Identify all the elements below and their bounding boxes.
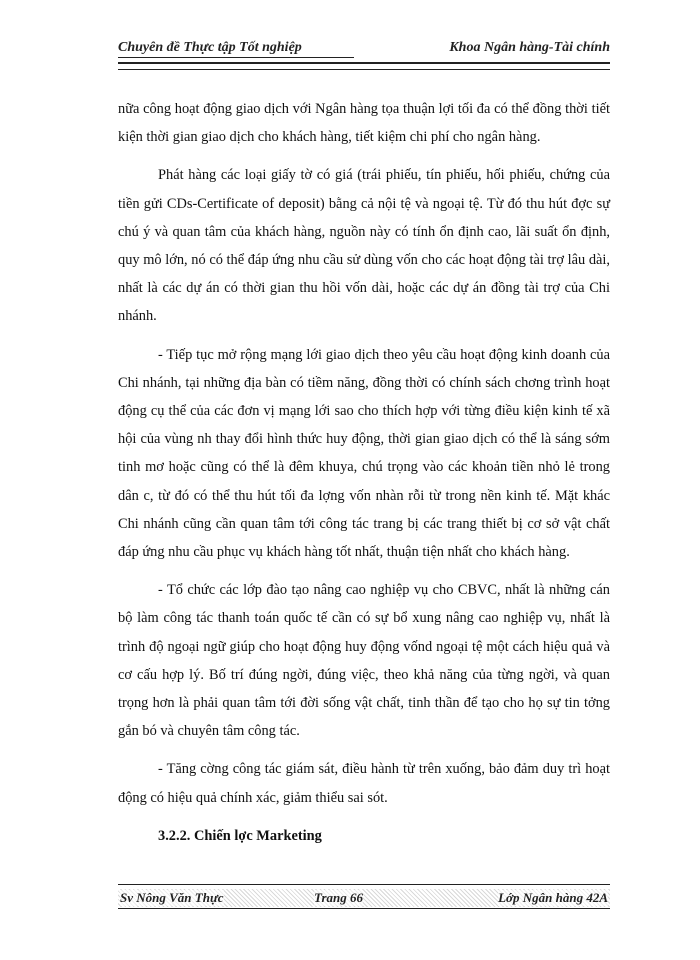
header-divider [118, 62, 610, 70]
section-heading: 3.2.2. Chiến lợc Marketing [158, 828, 322, 844]
footer-bottom-rule [118, 908, 610, 909]
paragraph: Phát hàng các loại giấy tờ có giá (trái phiếu, tín phiếu, hối phiếu, chứng của tiền gửi CDs-Certificate of deposit) bằng cả nội tệ và ngoại tệ. Từ đó thu hút đợc sự chú ý và quan tâm của khách hàng, nguồn này có tính ổn định cao, lãi suất ổn định, quy mô lớn, nó có thể đáp ứng nhu cầu sử dùng vốn cho các hoạt động tài trợ lâu dài, nhất là các dự án có thời gian thu hồi vốn dài, hoặc các dự án đồng tài trợ của Chi nhánh. [118, 167, 610, 325]
page-footer [118, 889, 610, 907]
paragraph: - Tiếp tục mở rộng mạng lới giao dịch theo yêu cầu hoạt động kinh doanh của Chi nhánh, tại những địa bàn có tiềm năng, đồng thời có chính sách chơng trình hoạt động cụ thể của các đơn vị mạng lới sao cho thích hợp với từng điều kiện kinh tế xã hội của vùng nh thay đổi hình thức huy động, thời gian giao dịch có thể là sáng sớm tinh mơ hoặc cũng có thể là đêm khuya, chú trọng vào các khoản tiền nhỏ lẻ trong dân c, từ đó có thể thu hút tối đa lợng vốn nhàn rỗi từ trong nền kinh tế. Mặt khác Chi nhánh cũng cần quan tâm tới công tác trang bị các trang thiết bị cơ sở vật chất đáp ứng nhu cầu phục vụ khách hàng tốt nhất, thuận tiện nhất cho khách hàng. [118, 346, 610, 561]
paragraph: nữa công hoạt động giao dịch với Ngân hàng tọa thuận lợi tối đa có thể đồng thời tiết kiện thời gian giao dịch cho khách hàng, tiết kiệm chi phí cho ngân hàng. [118, 101, 610, 146]
body-text [118, 95, 610, 822]
header-document-title: Chuyên đề Thực tập Tốt nghiệp [118, 40, 354, 58]
header-faculty-name: Khoa Ngân hàng-Tài chính [449, 40, 610, 55]
paragraph: - Tăng cờng công tác giám sát, điều hành từ trên xuống, bảo đảm duy trì hoạt động có hiệu quả chính xác, giảm thiểu sai sót. [118, 761, 610, 806]
page-header [118, 38, 610, 62]
footer-class-name: Lớp Ngân hàng 42A [498, 890, 608, 905]
footer-page-number: Trang 66 [314, 890, 363, 905]
paragraph: - Tổ chức các lớp đào tạo nâng cao nghiệp vụ cho CBVC, nhất là những cán bộ làm công tác thanh toán quốc tế cần có sự bổ xung nâng cao nghiệp vụ, nhất là trình độ ngoại ngữ giúp cho hoạt động huy động vốnd ngoại tệ một cách hiệu quả và cơ cấu hợp lý. Bố trí đúng ngời, đúng việc, theo khả năng của từng ngời, và quan trọng hơn là phải quan tâm tới đời sống vật chất, tinh thần để tạo cho họ sự tin tởng gắn bó và chuyên tâm công tác. [118, 582, 610, 740]
footer-student-name: Sv Nông Văn Thực [120, 890, 224, 905]
